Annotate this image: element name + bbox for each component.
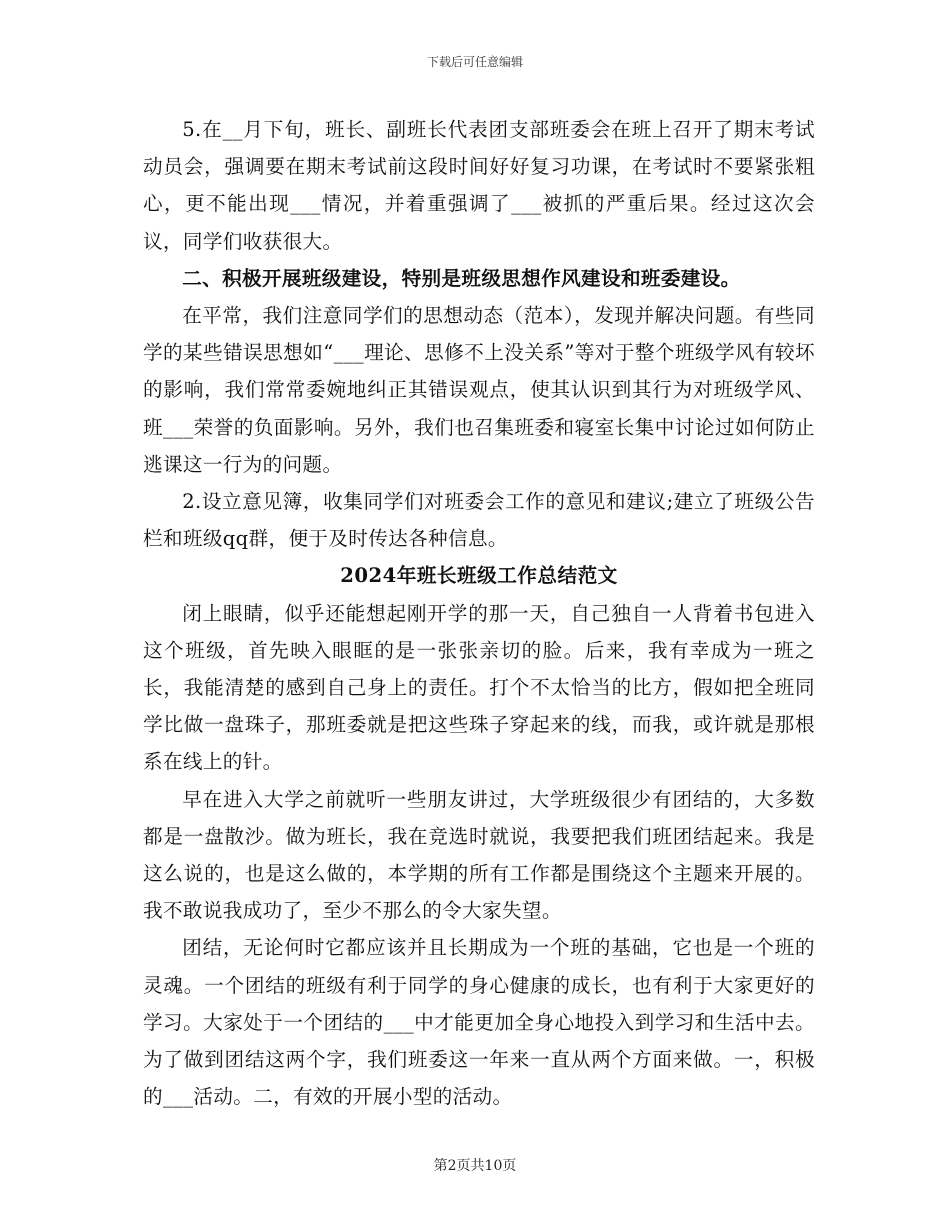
section-heading-class-building: 二、积极开展班级建设，特别是班级思想作风建设和班委建设。 bbox=[182, 266, 741, 290]
page-footer: 第2页共10页 bbox=[433, 1158, 517, 1174]
page-header: 下载后可任意编辑 bbox=[426, 55, 523, 69]
paragraph-unity-foundation: 团结，无论何时它都应该并且长期成为一个班的基础，它也是一个班的灵魂。一个团结的班级有利于同学的身心健康的成长，也有利于大家更好的学习。大家处于一个团结的___中才能更加全身心地投入到学习和生活中去。为了做到团结这两个字，我们班委这一年来一直从两个方面来做。一，积极的___活动。二，有效的开展小型的活动。 bbox=[143, 936, 815, 1109]
document-title: 2024年班长班级工作总结范文 bbox=[340, 564, 618, 588]
paragraph-first-day: 闭上眼睛，似乎还能想起刚开学的那一天，自己独自一人背着书包进入这个班级，首先映入眼眶的是一张张亲切的脸。后来，我有幸成为一班之长，我能清楚的感到自己身上的责任。打个不太恰当的比方，假如把全班同学比做一盘珠子，那班委就是把这些珠子穿起来的线，而我，或许就是那根系在线上的针。 bbox=[143, 601, 815, 774]
paragraph-suggestion-book: 2.设立意见簿，收集同学们对班委会工作的意见和建议;建立了班级公告栏和班级qq群，便于及时传达各种信息。 bbox=[143, 490, 815, 551]
paragraph-unity-goal: 早在进入大学之前就听一些朋友讲过，大学班级很少有团结的，大多数都是一盘散沙。做为班长，我在竞选时就说，我要把我们班团结起来。我是这么说的，也是这么做的，本学期的所有工作都是围绕这个主题来开展的。我不敢说我成功了，至少不那么的令大家失望。 bbox=[143, 787, 815, 923]
document-body bbox=[143, 111, 815, 1115]
paragraph-thought-dynamics: 在平常，我们注意同学们的思想动态（范本），发现并解决问题。有些同学的某些错误思想如“___理论、思修不上没关系”等对于整个班级学风有较坏的影响，我们常常委婉地纠正其错误观点，使其认识到其行为对班级学风、班___荣誉的负面影响。另外，我们也召集班委和寝室长集中讨论过如何防止逃课这一行为的问题。 bbox=[143, 304, 815, 476]
paragraph-exam-meeting: 5.在__月下旬，班长、副班长代表团支部班委会在班上召开了期末考试动员会，强调要在期末考试前这段时间好好复习功课，在考试时不要紧张粗心，更不能出现___情况，并着重强调了___被抓的严重后果。经过这次会议，同学们收获很大。 bbox=[143, 118, 815, 253]
